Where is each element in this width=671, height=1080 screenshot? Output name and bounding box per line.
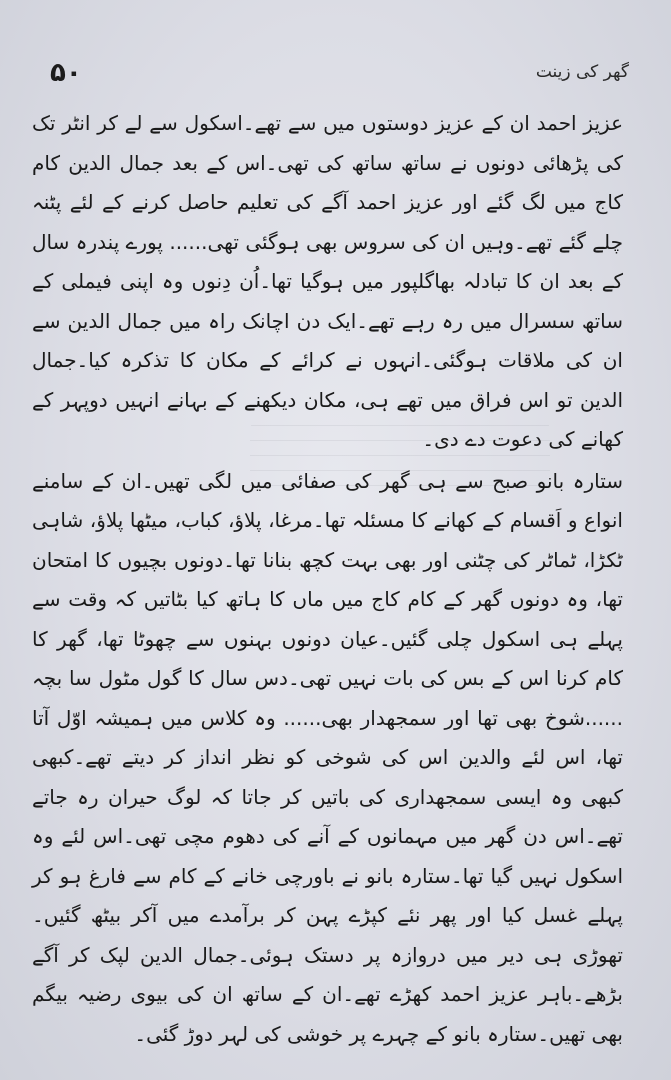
page-header xyxy=(36,52,635,96)
page-number: ۵۰ xyxy=(50,58,82,88)
paragraph-2: ستارہ بانو صبح سے ہی گھر کی صفائی میں لگی تھیں۔ان کے سامنے انواع و اَقسام کے کھانے کا مسئلہ تھا۔مرغا، پلاؤ، کباب، میٹھا پلاؤ، شاہی ٹکڑا، ٹماٹر کی چٹنی اور بھی بہت کچھ بنانا تھا۔دونوں بچیوں کا امتحان تھا، وہ دونوں گھر کے کام کاج میں ماں کا ہاتھ کیا بٹاتیں کہ وقت سے پہلے ہی اسکول چلی گئیں۔عیان دونوں بہنوں سے چھوٹا تھا، گھر کا کام کرنا اس کے بس کی بات نہیں تھی۔دس سال کا گول مٹول سا بچہ ......شوخ بھی تھا اور سمجھدار بھی...... وہ کلاس میں ہمیشہ اوّل آتا تھا، اس لئے والدین اس کی شوخی کو نظر انداز کر دیتے تھے۔کبھی کبھی وہ ایسی سمجھداری کی باتیں کر جاتا کہ لوگ حیران رہ جاتے تھے۔اس دن گھر میں مہمانوں کے آنے کی دھوم مچی تھی۔اس لئے وہ اسکول نہیں گیا تھا۔ستارہ بانو نے باورچی خانے کے کام سے فارغ ہو کر پہلے غسل کیا اور پھر نئے کپڑے پہن کر برآمدے میں آکر بیٹھ گئیں۔تھوڑی ہی دیر میں دروازہ پر دستک ہوئی۔جمال الدین لپک کر آگے بڑھے۔باہر عزیز احمد کھڑے تھے۔ان کے ساتھ ان کی بیوی رضیہ بیگم بھی تھیں۔ستارہ بانو کے چہرے پر خوشی کی لہر دوڑ گئی۔ xyxy=(32,468,623,1046)
body-text xyxy=(32,104,623,1054)
paragraph-1: عزیز احمد ان کے عزیز دوستوں میں سے تھے۔اسکول سے لے کر انٹر تک کی پڑھائی دونوں نے ساتھ ساتھ کی تھی۔اس کے بعد جمال الدین کام کاج میں لگ گئے اور عزیز احمد آگے کی تعلیم حاصل کرنے کے لئے پٹنہ چلے گئے تھے۔وہیں ان کی سروس بھی ہوگئی تھی...... پورے پندرہ سال کے بعد ان کا تبادلہ بھاگلپور میں ہوگیا تھا۔اُن دِنوں وہ اپنی فیملی کے ساتھ سسرال میں رہ رہے تھے۔ایک دن اچانک راہ میں جمال الدین سے ان کی ملاقات ہوگئی۔انہوں نے کرائے کے مکان کا تذکرہ کیا۔جمال الدین تو اس فراق میں تھے ہی، مکان دیکھنے کے بہانے انہیں دوپہر کے کھانے کی دعوت دے دی۔ xyxy=(32,111,623,451)
running-title: گھر کی زینت xyxy=(535,62,629,82)
